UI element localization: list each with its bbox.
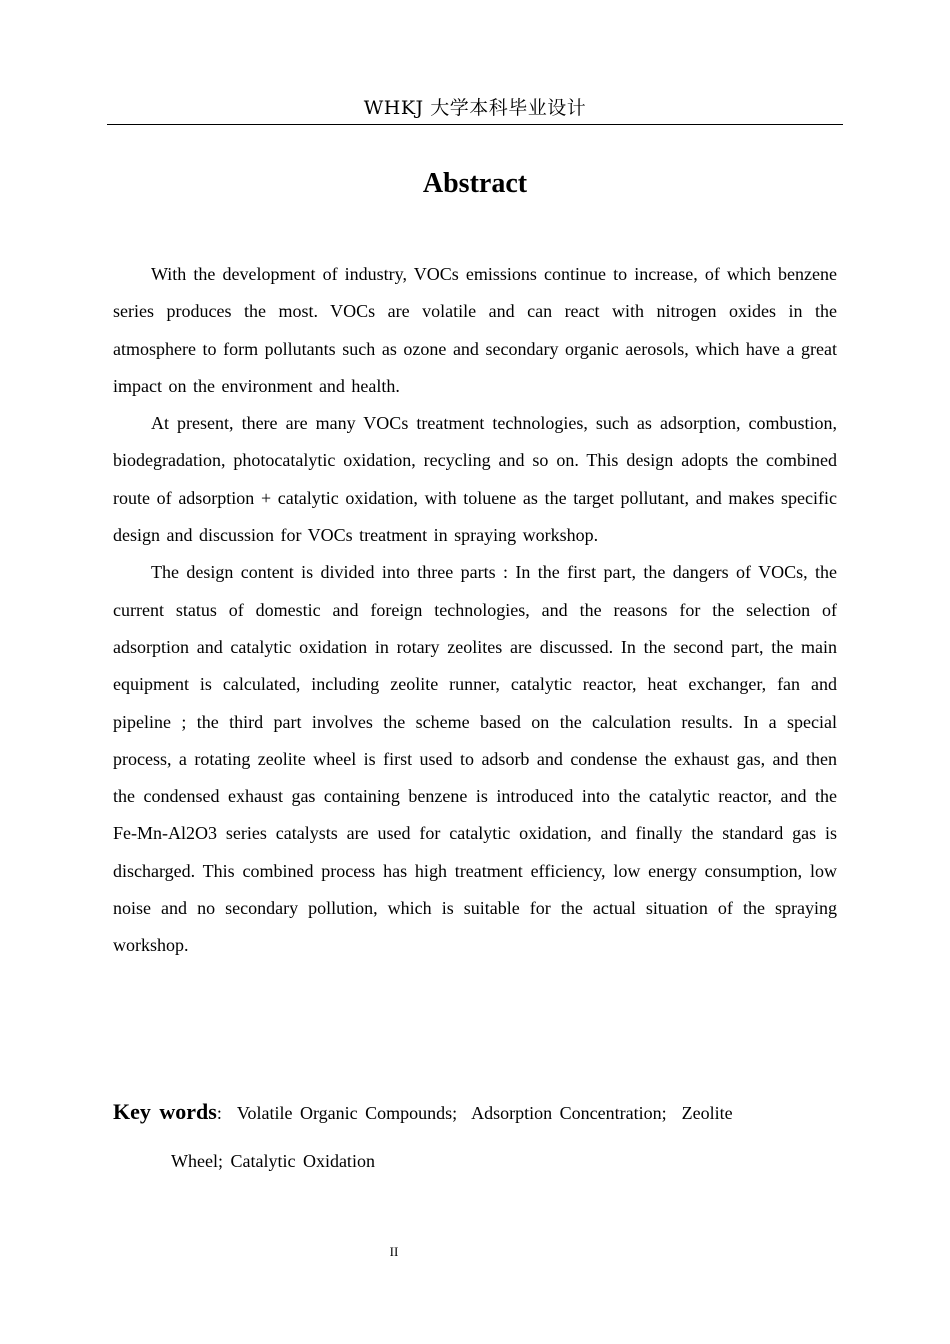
keywords-line-2	[113, 1137, 813, 1185]
keywords-list-part-2: Wheel; Catalytic Oxidation	[171, 1151, 375, 1171]
abstract-paragraph-2: At present, there are many VOCs treatment technologies, such as adsorption, combustion, biodegradation, photocatalytic oxidation, recycling and so on. This design adopts the combined route of adsorption + catalytic oxidation, with toluene as the target pollutant, and makes specific design and discussion for VOCs treatment in spraying workshop.	[113, 413, 837, 546]
abstract-body	[113, 256, 837, 965]
abstract-paragraph-3: The design content is divided into three parts : In the first part, the dangers of VOCs, the current status of domestic and foreign technologies, and the reasons for the selection of adsorption and catalytic oxidation in rotary zeolites are discussed. In the second part, the main equipment is calculated, including zeolite runner, catalytic reactor, heat exchanger, fan and pipeline ; the third part involves the scheme based on the calculation results. In a special process, a rotating zeolite wheel is first used to adsorb and condense the exhaust gas, and then the condensed exhaust gas containing benzene is introduced into the catalytic reactor, and the Fe-Mn-Al2O3 series catalysts are used for catalytic oxidation, and finally the standard gas is discharged. This combined process has high treatment efficiency, low energy consumption, low noise and no secondary pollution, which is suitable for the actual situation of the spraying workshop.	[113, 562, 837, 956]
keywords-section	[113, 1088, 813, 1185]
page-header	[107, 94, 843, 125]
keywords-line-1	[113, 1088, 813, 1137]
header-title: WHKJ 大学本科毕业设计	[363, 97, 587, 119]
keywords-label: Key words	[113, 1099, 217, 1124]
abstract-paragraph-1: With the development of industry, VOCs emissions continue to increase, of which benzene series produces the most. VOCs are volatile and can react with nitrogen oxides in the atmosphere to form pollutants such as ozone and secondary organic aerosols, which have a great impact on the environment and health.	[113, 264, 837, 396]
keywords-separator: :	[216, 1103, 222, 1123]
abstract-title: Abstract	[422, 168, 528, 199]
page-number: II	[389, 1244, 399, 1259]
keywords-list-part-1: Volatile Organic Compounds; Adsorption Concentration; Zeolite	[236, 1103, 733, 1123]
